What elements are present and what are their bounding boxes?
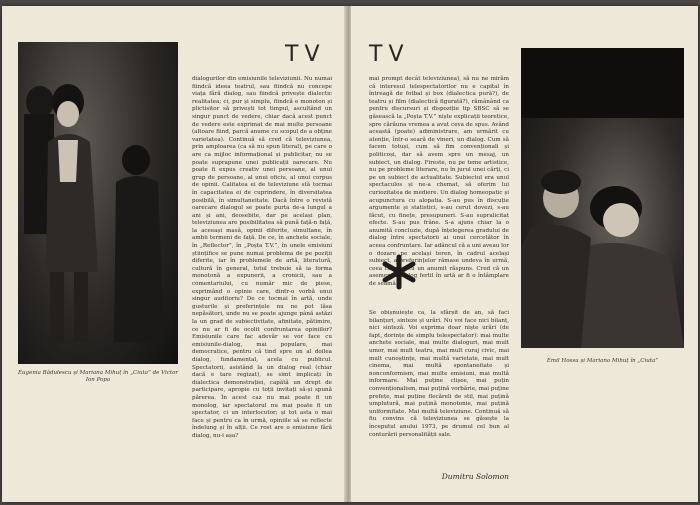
right-article-column-top: mai prompt decât televiziunea), să nu ne mirăm că interesul telespectatorilor nu e capital în întreagă de fotbal și box (dialectica pură?), de teatru și film (dialectică figurată?), rămânând ca pentru discursuri și dispoziție tip SBSC să se găsească la „Poșta T.V.” niște explicații teoretice, spre cărăuna vremea a avut ceva de spus. Având această (poate) adiministrare, am urmărit cu atenție, într-o seară de vineri, un dialog. Cum să facem totuși, cum să fim convenționali și politicoși, dar să avem spre un mesaj, un subiect, un dialog. Fireste, nu pe teme artistice, nu pe probleme literare, nu în jurul unei cărți, ci pe un subiect de actualitate. Subiectul era unul spectaculos și ne-a chemat, să oferim lui curiozitatea de mediere. Un dialog homeopatic și acupunctura cu alopatia. S-au pus în discuție argumente și statistici, s-au cerut dovezi, s-au făcut, cu finețe, presupuneri. S-au supralicitat efecte. S-au pus frâne. S-a ajuns chiar la o anumită concluzie, după înțelegerea gradului de dialog între spectatorii ai unui cercetător în aceea confruntare. Iar adâncul că a uni aveau lor o dozare pe același teren, în cadrul același subiect, a preferințelor rămase undeva în urmă, ceea ce vine cu un anumit răspuns. Cred că un asemenea dialog fertil în artă ar fi o întâmplare de seamă. [369, 76, 510, 288]
left-page-heading: TV [285, 42, 326, 67]
author-signature: Dumitru Solomon [441, 472, 509, 481]
right-page [351, 6, 698, 502]
left-page [2, 6, 347, 502]
asterisk-ornament-icon [381, 254, 417, 290]
right-photo-figures [521, 48, 684, 348]
left-photo-caption: Eugenia Bădulescu și Mariana Mihuț în „Ciuta” de Victor Ion Popa [18, 370, 179, 383]
left-article-column: dialogurilor din emisiunile televiziunii. Nu numai fiindcă ideea teatrul, sau fiindcă nu concepe viața fără dialog, sau fiindcă privește dialectic realitatea; ci, pur și simplu, fiindcă e monoton și plictisitor să privești tot timpul, ascultând un singur punct de vedere, chiar dacă acest punct de vedere este exprimat de mai multe persoane (altoare fiind, parcă anume cu scopul de a obține varietatea). Continuă să cred că televiziunea, prin amploarea (ca să nu spun literal), pe care o are ca mijloc informațional și publicitar, nu se poate suprapune unei publicații oarecare. Nu poate fi expus creativ unei persoane, al unui grup de persoane, al unui oficiu, al unui corpus de opinii. Calitatea ei de televiziune stă tocmai în capacitatea ei de cuprindere, în diversitatea posibilă, în simultaneitate. Dacă între o revistă oarecare dialogul se poate purta de-a lungul a ani și ani, deosebite, dar pe același plan, televiziunea are posibilitatea să pună față-n față, la aceeași masă, opinii diferite, simultane, în ambii termeni de față. De ce, în anchete sociale, în „Reflector”, în „Poșta T.V.”, în unele emisiuni științifice se pune numai problema de pe poziții diferite, iar în problemele de artă, literatură, cultură în general, totul trebuie să ia forma monotonă a expunerii, a cronicii, sau a comentariului, cu număr mic de piese, exprimând o opinie care, dintr-o vorbă unui singur auditoriu? De ce tocmai în artă, unde gusturile și preferințele nu ne pot lăsa nepăsători, unde nu se poate ajunge până astăzi la un grad de subiectivitate, afinitate, pătimire, ce nu ar fi de ocolit confruntarea opiniilor? Emisiunile care fac adevăr se vor face cu emisiunile-dialog, mai populare, mai democratice, pentru că tind spre un al doilea dialog, fundamental, acela cu publicul. Spectatorii, asistând la un dialog real (chiar dacă e tare regizat), se simt implicați în dialectica demonstrației, capătă un drept de participare, apropie cu toții invitați să-și spună părerea. În acest caz nu mai poate fi un monolog, iar spectatorul nu mai poate fi un spectator, ci un interlocutor; și tot asta o mai face și pentru ca în urmă, opiniile să se reflecte îndelung și în alții. Ce rost are o emisiune fără dialog, nu-i așa? [192, 76, 332, 439]
right-photo [521, 48, 684, 348]
right-article-column-bottom: Se obișnuiește ca, la sfârșit de an, să faci bilanțuri, sinteze și urări. Nu voi face nici bilanț, nici sinteză. Voi exprima doar niște urări (de fapt, dorințe de simplu telespectator): mai multe anchete sociale, mai multe dialoguri, mai mult umor, mai mult teatru, mai mult curaj civic, mai mult cunoștințe, mai multă varietate, mai mult cinema, mai multă spontaneitate și nonconformism, mai multe emisiuni, mai multă informare. Mai puține clișee, mai puțin convenționalism, mai puțină vorbărie, mai puține prefețe, mai puține flecăreli de stil, mai puțină umplutură, mai puțină monotonie, mai puțină uniformitate. Mai multă televiziune. Continuă să fiu convins că televiziunea se găsește la începutul anului 1973, pe drumul cel bun al conturării personalității sale. [369, 310, 509, 438]
magazine-spread [2, 6, 698, 502]
left-photo [18, 42, 178, 364]
right-page-heading: TV [369, 42, 410, 67]
left-photo-figures [18, 42, 178, 364]
right-photo-caption: Emil Hossu și Mariana Mihuț în „Ciuta” [546, 358, 659, 364]
